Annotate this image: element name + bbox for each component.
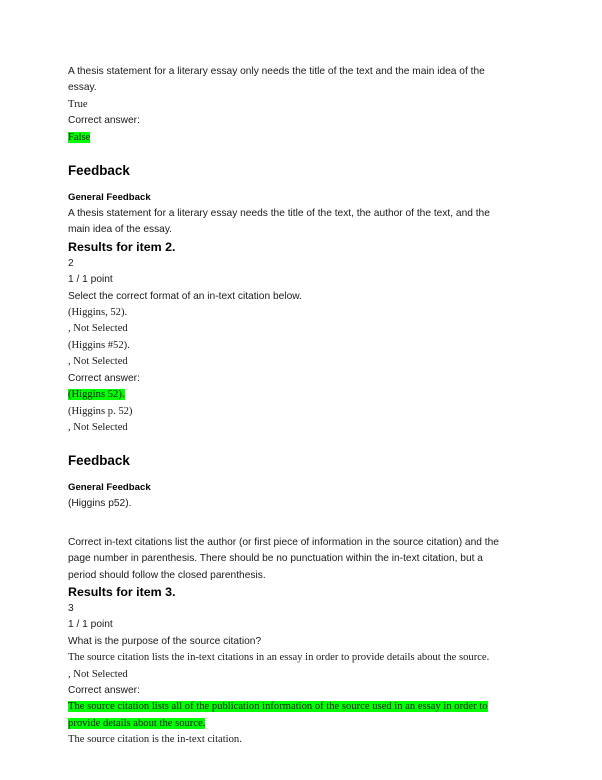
item2-results-heading: Results for item 2.: [68, 239, 176, 254]
item2-feedback-heading: Feedback: [68, 453, 130, 469]
document-content: [68, 64, 514, 749]
item2-points: 1 / 1 point: [68, 274, 113, 286]
item3-correct-answer-highlight: The source citation lists all of the publication information of the source used in an essay in order to provide details about the source.: [68, 701, 488, 729]
item1-correct-answer-label: Correct answer:: [68, 115, 140, 127]
item2-correct-answer-highlight: (Higgins 52).: [68, 389, 125, 401]
item1-feedback-heading: Feedback: [68, 163, 130, 179]
item3-question: What is the purpose of the source citation?: [68, 635, 262, 647]
item3-option-3: The source citation is the in-text citation.: [68, 734, 242, 746]
item1-selected-answer: True: [68, 98, 88, 110]
item2-general-feedback-heading: General Feedback: [68, 482, 151, 494]
item1-correct-answer: [68, 130, 514, 146]
item3-option-1: The source citation lists the in-text citations in an essay in order to provide details about the source.: [68, 652, 490, 664]
item2-option-4-status: , Not Selected: [68, 421, 128, 433]
item2-explanation: Correct in-text citations list the author (or first piece of information in the source citation) and the page number in parenthesis. There should be no punctuation within the in-text citation, but a period should follow the closed parenthesis.: [68, 536, 499, 581]
item2-question: Select the correct format of an in-text citation below.: [68, 290, 302, 302]
item3-results-heading: Results for item 3.: [68, 584, 176, 599]
item2-general-feedback-text: (Higgins p52).: [68, 498, 132, 510]
item3-correct-answer: [68, 699, 514, 732]
item1-question: A thesis statement for a literary essay only needs the title of the text and the main idea of the essay.: [68, 66, 485, 94]
item2-correct-answer: [68, 387, 514, 403]
item2-correct-answer-label: Correct answer:: [68, 372, 140, 384]
item3-option-1-status: , Not Selected: [68, 668, 128, 680]
item2-option-1-status: , Not Selected: [68, 323, 128, 335]
item2-number: 2: [68, 257, 74, 269]
item1-general-feedback-text: A thesis statement for a literary essay needs the title of the text, the author of the text, and the main idea of the essay.: [68, 208, 490, 236]
spacer: [68, 513, 514, 535]
item2-option-1: (Higgins, 52).: [68, 307, 128, 319]
item1-general-feedback-heading: General Feedback: [68, 192, 151, 204]
item3-correct-answer-label: Correct answer:: [68, 684, 140, 696]
item2-option-4: (Higgins p. 52): [68, 405, 133, 417]
item1-correct-answer-highlight: False: [68, 131, 91, 143]
item3-number: 3: [68, 602, 74, 614]
item2-option-2-status: , Not Selected: [68, 356, 128, 368]
item3-points: 1 / 1 point: [68, 619, 113, 631]
item2-option-2: (Higgins #52).: [68, 339, 130, 351]
